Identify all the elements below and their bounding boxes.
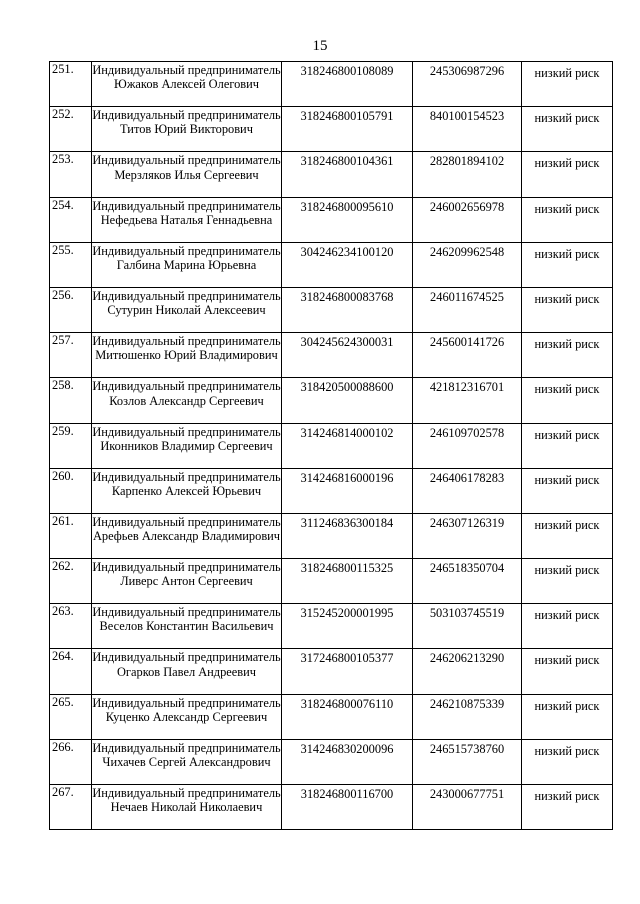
risk-category: низкий риск [522, 423, 613, 468]
row-number: 255. [50, 242, 92, 287]
row-number: 267. [50, 785, 92, 830]
entrepreneur-name: Индивидуальный предприниматель Иконников Владимир Сергеевич [92, 423, 282, 468]
table-row [50, 333, 613, 378]
inn-cell: 245600141726 [413, 333, 522, 378]
inn-cell: 246210875339 [413, 694, 522, 739]
table-row [50, 423, 613, 468]
inn-cell: 246307126319 [413, 513, 522, 558]
ogrn-cell: 318420500088600 [282, 378, 413, 423]
entrepreneur-name: Индивидуальный предприниматель Южаков Алексей Олегович [92, 62, 282, 107]
inn-cell: 243000677751 [413, 785, 522, 830]
page-number: 15 [312, 38, 328, 54]
ogrn-cell: 318246800116700 [282, 785, 413, 830]
table-row [50, 739, 613, 784]
entrepreneur-name: Индивидуальный предприниматель Чихачев Сергей Александрович [92, 739, 282, 784]
entrepreneur-name: Индивидуальный предприниматель Мерзляков Илья Сергеевич [92, 152, 282, 197]
ogrn-cell: 318246800076110 [282, 694, 413, 739]
table-row [50, 649, 613, 694]
inn-cell: 246011674525 [413, 287, 522, 332]
row-number: 259. [50, 423, 92, 468]
row-number: 266. [50, 739, 92, 784]
entrepreneur-name: Индивидуальный предприниматель Нефедьева Наталья Геннадьевна [92, 197, 282, 242]
risk-category: низкий риск [522, 785, 613, 830]
inn-cell: 246518350704 [413, 559, 522, 604]
table-row [50, 513, 613, 558]
table-row [50, 694, 613, 739]
inn-cell: 246109702578 [413, 423, 522, 468]
table-row [50, 378, 613, 423]
table-row [50, 152, 613, 197]
inn-cell: 246515738760 [413, 739, 522, 784]
risk-category: низкий риск [522, 333, 613, 378]
risk-category: низкий риск [522, 107, 613, 152]
ogrn-cell: 318246800083768 [282, 287, 413, 332]
entrepreneur-name: Индивидуальный предприниматель Титов Юрий Викторович [92, 107, 282, 152]
inn-cell: 840100154523 [413, 107, 522, 152]
inn-cell: 421812316701 [413, 378, 522, 423]
entrepreneur-name: Индивидуальный предприниматель Ливерс Антон Сергеевич [92, 559, 282, 604]
risk-category: низкий риск [522, 559, 613, 604]
ogrn-cell: 318246800115325 [282, 559, 413, 604]
row-number: 265. [50, 694, 92, 739]
ogrn-cell: 314246816000196 [282, 468, 413, 513]
ogrn-cell: 317246800105377 [282, 649, 413, 694]
table-row [50, 107, 613, 152]
inn-cell: 246406178283 [413, 468, 522, 513]
row-number: 252. [50, 107, 92, 152]
ogrn-cell: 304246234100120 [282, 242, 413, 287]
table-body [50, 62, 613, 830]
inn-cell: 503103745519 [413, 604, 522, 649]
risk-category: низкий риск [522, 378, 613, 423]
entrepreneur-name: Индивидуальный предприниматель Арефьев Александр Владимирович [92, 513, 282, 558]
risk-category: низкий риск [522, 242, 613, 287]
row-number: 262. [50, 559, 92, 604]
entrepreneur-name: Индивидуальный предприниматель Огарков Павел Андреевич [92, 649, 282, 694]
ogrn-cell: 314246814000102 [282, 423, 413, 468]
entrepreneur-name: Индивидуальный предприниматель Галбина Марина Юрьевна [92, 242, 282, 287]
inn-cell: 246206213290 [413, 649, 522, 694]
inn-cell: 246002656978 [413, 197, 522, 242]
row-number: 258. [50, 378, 92, 423]
inn-cell: 282801894102 [413, 152, 522, 197]
risk-category: низкий риск [522, 649, 613, 694]
risk-category: низкий риск [522, 62, 613, 107]
ogrn-cell: 311246836300184 [282, 513, 413, 558]
ogrn-cell: 318246800104361 [282, 152, 413, 197]
row-number: 261. [50, 513, 92, 558]
entrepreneur-name: Индивидуальный предприниматель Митюшенко Юрий Владимирович [92, 333, 282, 378]
inn-cell: 246209962548 [413, 242, 522, 287]
entrepreneur-name: Индивидуальный предприниматель Карпенко Алексей Юрьевич [92, 468, 282, 513]
table-row [50, 62, 613, 107]
table-row [50, 242, 613, 287]
inn-cell: 245306987296 [413, 62, 522, 107]
ogrn-cell: 318246800105791 [282, 107, 413, 152]
registry-table [49, 61, 613, 830]
entrepreneur-name: Индивидуальный предприниматель Нечаев Николай Николаевич [92, 785, 282, 830]
risk-category: низкий риск [522, 287, 613, 332]
entrepreneur-name: Индивидуальный предприниматель Куценко Александр Сергеевич [92, 694, 282, 739]
risk-category: низкий риск [522, 152, 613, 197]
table-row [50, 468, 613, 513]
entrepreneur-name: Индивидуальный предприниматель Сутурин Николай Алексеевич [92, 287, 282, 332]
entrepreneur-name: Индивидуальный предприниматель Веселов Константин Васильевич [92, 604, 282, 649]
row-number: 254. [50, 197, 92, 242]
ogrn-cell: 315245200001995 [282, 604, 413, 649]
ogrn-cell: 304245624300031 [282, 333, 413, 378]
risk-category: низкий риск [522, 468, 613, 513]
ogrn-cell: 314246830200096 [282, 739, 413, 784]
row-number: 253. [50, 152, 92, 197]
table-row [50, 559, 613, 604]
risk-category: низкий риск [522, 513, 613, 558]
table-row [50, 785, 613, 830]
risk-category: низкий риск [522, 197, 613, 242]
row-number: 257. [50, 333, 92, 378]
table-row [50, 287, 613, 332]
ogrn-cell: 318246800095610 [282, 197, 413, 242]
row-number: 260. [50, 468, 92, 513]
row-number: 263. [50, 604, 92, 649]
risk-category: низкий риск [522, 604, 613, 649]
table-row [50, 197, 613, 242]
row-number: 256. [50, 287, 92, 332]
ogrn-cell: 318246800108089 [282, 62, 413, 107]
table-row [50, 604, 613, 649]
risk-category: низкий риск [522, 739, 613, 784]
risk-category: низкий риск [522, 694, 613, 739]
row-number: 251. [50, 62, 92, 107]
row-number: 264. [50, 649, 92, 694]
entrepreneur-name: Индивидуальный предприниматель Козлов Александр Сергеевич [92, 378, 282, 423]
